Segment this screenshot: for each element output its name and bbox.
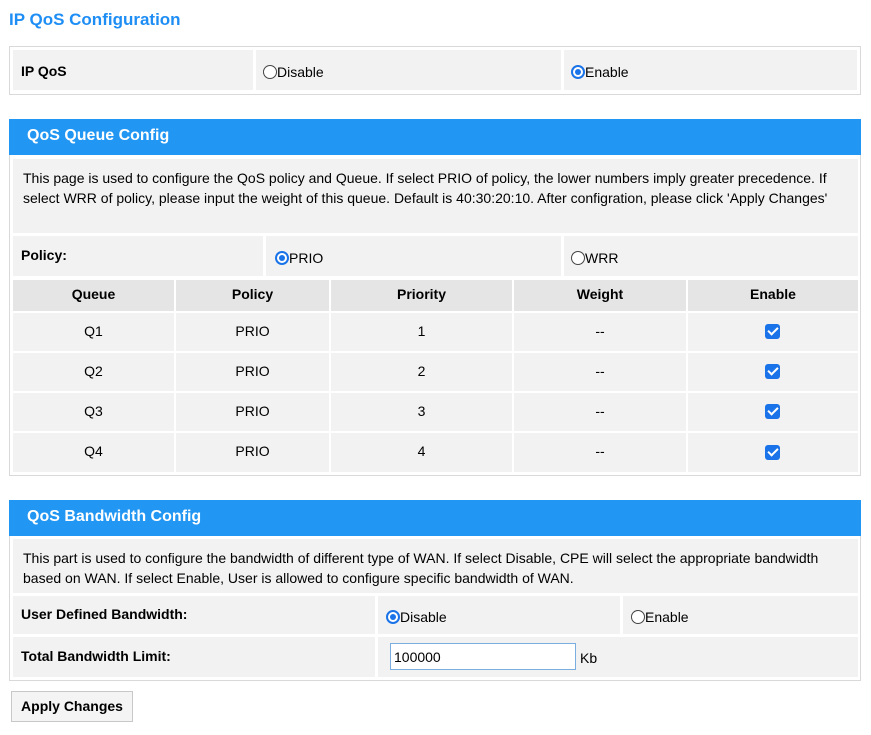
priority-cell: 3 <box>331 393 512 431</box>
user-defined-label-cell <box>13 596 375 634</box>
enable-cell <box>688 353 858 391</box>
enable-checkbox-q3[interactable] <box>765 404 780 419</box>
ip-qos-disable-cell <box>256 50 561 90</box>
ip-qos-disable-option[interactable] <box>263 64 324 80</box>
total-bandwidth-limit-input[interactable] <box>390 643 576 670</box>
enable-cell <box>688 433 858 472</box>
ip-qos-disable-radio[interactable] <box>263 65 277 79</box>
policy-cell: PRIO <box>176 393 329 431</box>
policy-label-cell <box>13 236 263 276</box>
ip-qos-enable-option[interactable] <box>571 64 629 80</box>
policy-label: Policy: <box>21 247 67 263</box>
priority-cell: 4 <box>331 433 512 472</box>
user-defined-enable-cell <box>623 596 858 634</box>
queue-config-description: This page is used to configure the QoS policy and Queue. If select PRIO of policy, the lower numbers imply greater precedence. If select WRR of policy, please input the weight of this queue. Default is 40:30:20:10. After configration, please click 'Apply Changes' <box>13 159 858 233</box>
policy-cell: PRIO <box>176 433 329 472</box>
total-limit-label-cell <box>13 637 375 677</box>
column-header-queue: Queue <box>13 280 174 311</box>
queue-cell: Q2 <box>13 353 174 391</box>
enable-checkbox-q2[interactable] <box>765 364 780 379</box>
policy-prio-radio[interactable] <box>275 251 289 265</box>
ip-qos-label: IP QoS <box>21 63 67 79</box>
column-header-policy: Policy <box>176 280 329 311</box>
weight-cell: -- <box>514 393 686 431</box>
ip-qos-disable-label: Disable <box>277 64 324 80</box>
weight-cell: -- <box>514 313 686 351</box>
total-limit-value-cell <box>378 637 858 677</box>
apply-changes-button[interactable]: Apply Changes <box>11 691 133 722</box>
enable-checkbox-q4[interactable] <box>765 445 780 460</box>
page-title: IP QoS Configuration <box>9 10 181 29</box>
queue-cell: Q4 <box>13 433 174 472</box>
policy-wrr-cell <box>564 236 858 276</box>
priority-cell: 2 <box>331 353 512 391</box>
policy-wrr-radio[interactable] <box>571 251 585 265</box>
policy-wrr-option[interactable] <box>571 250 618 266</box>
enable-cell <box>688 393 858 431</box>
priority-cell: 1 <box>331 313 512 351</box>
ip-qos-enable-radio[interactable] <box>571 65 585 79</box>
weight-cell: -- <box>514 353 686 391</box>
column-header-priority: Priority <box>331 280 512 311</box>
total-bandwidth-limit-unit: Kb <box>580 650 598 666</box>
enable-checkbox-q1[interactable] <box>765 324 780 339</box>
column-header-enable: Enable <box>688 280 858 311</box>
user-defined-enable-radio[interactable] <box>631 610 645 624</box>
user-defined-disable-option[interactable] <box>386 609 447 625</box>
queue-cell: Q3 <box>13 393 174 431</box>
column-header-weight: Weight <box>514 280 686 311</box>
policy-cell: PRIO <box>176 313 329 351</box>
total-bandwidth-limit-label: Total Bandwidth Limit: <box>21 648 171 664</box>
user-defined-disable-label: Disable <box>400 609 447 625</box>
ip-qos-label-cell <box>13 50 253 90</box>
user-defined-bandwidth-label: User Defined Bandwidth: <box>21 606 188 622</box>
user-defined-disable-radio[interactable] <box>386 610 400 624</box>
weight-cell: -- <box>514 433 686 472</box>
policy-prio-label: PRIO <box>289 250 324 266</box>
bandwidth-config-description: This part is used to configure the bandwidth of different type of WAN. If select Disable, CPE will select the appropriate bandwidth based on WAN. If select Enable, User is allowed to configure specific bandwidth of WAN. <box>13 539 858 593</box>
policy-prio-option[interactable] <box>275 250 323 266</box>
user-defined-enable-option[interactable] <box>631 609 689 625</box>
policy-cell: PRIO <box>176 353 329 391</box>
policy-prio-cell <box>266 236 561 276</box>
user-defined-enable-label: Enable <box>645 609 689 625</box>
ip-qos-enable-label: Enable <box>585 64 629 80</box>
policy-wrr-label: WRR <box>585 250 619 266</box>
bandwidth-config-header: QoS Bandwidth Config <box>9 500 861 536</box>
user-defined-disable-cell <box>378 596 620 634</box>
queue-cell: Q1 <box>13 313 174 351</box>
enable-cell <box>688 313 858 351</box>
queue-config-header: QoS Queue Config <box>9 119 861 155</box>
ip-qos-enable-cell <box>564 50 857 90</box>
